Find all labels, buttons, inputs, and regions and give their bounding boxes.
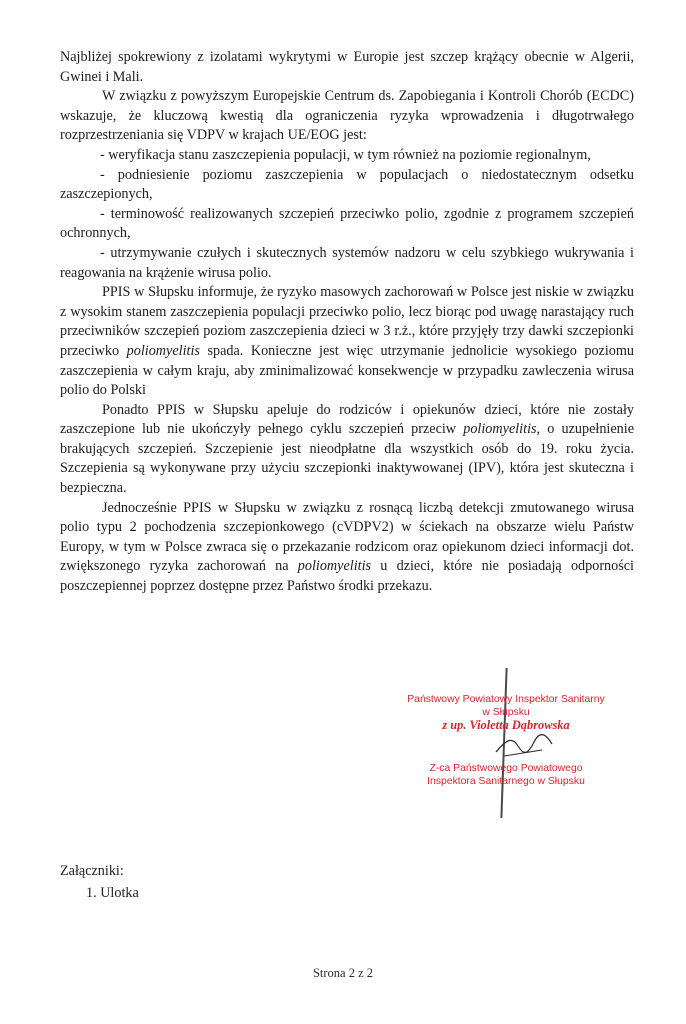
bullet-1: - weryfikacja stanu zaszczepienia populacji, w tym również na poziomie regionalnym, [100, 146, 591, 163]
attachments [60, 860, 360, 904]
paragraph-4-text-a: Ponadto PPIS w Słupsku apeluje do rodziców i opiekunów dzieci, które nie zostały zaszczepione lub nie ukończyły pełnego cyklu szczepień przeciw [60, 401, 634, 438]
page-number: Strona 2 z 2 [312, 966, 374, 980]
paragraph-1: Najbliżej spokrewiony z izolatami wykrytymi w Europie jest szczep krążący obecnie w Algerii, Gwinei i Mali. [60, 49, 634, 85]
attachments-heading: Załączniki: [60, 863, 124, 879]
paragraph-5-text-a: Jednocześnie PPIS w Słupsku w związku z rosnącą liczbą detekcji zmutowanego wirusa polio typu 2 pochodzenia szczepionkowego (cVDPV2) w ściekach na obszarze wielu Państw Europy, w tym w Polsce zwraca się o przekazanie rodzicom oraz opiekunom dzieci informacji dot. zwiększonego ryzyka zachorowań na [60, 499, 634, 575]
paragraph-2: W związku z powyższym Europejskie Centrum ds. Zapobiegania i Kontroli Chorób (ECDC) wskazuje, że kluczową kwestią dla ograniczenia ryzyka wprowadzenia i długotrwałego rozprzestrzeniania się VDPV w krajach UE/EOG jest: [60, 88, 634, 144]
paragraph-5-text-b: u dzieci, które nie posiadają odporności poszczepiennej poprzez dostępne przez Państwo środki przekazu. [60, 558, 634, 595]
stamp-line-4: Z-ca Państwowego Powiatowego [429, 763, 583, 774]
bullet-3: - terminowość realizowanych szczepień przeciwko polio, zgodnie z programem szczepień ochronnych, [60, 205, 634, 242]
paragraph-3-italic: poliomyelitis [126, 342, 200, 359]
letter-body [60, 48, 634, 597]
stamp-line-1: Państwowy Powiatowy Inspektor Sanitarny [407, 694, 605, 705]
paragraph-5 [60, 499, 634, 597]
paragraph-5-italic: poliomyelitis [297, 558, 372, 575]
stamp-line-2: w Słupsku [482, 707, 530, 718]
paragraph-4-italic: poliomyelitis [463, 421, 537, 438]
paragraph-3 [60, 283, 634, 401]
attachment-item-1: 1. Ulotka [86, 885, 139, 901]
bullet-2: - podniesienie poziomu zaszczepienia w populacjach o niedostatecznym odsetku zaszczepionych, [60, 166, 634, 203]
paragraph-4-text-b: , o uzupełnienie brakujących szczepień. Szczepienie jest nieodpłatne dla wszystkich osób do 19. roku życia. Szczepienia są wykonywane przy użyciu szczepionki inaktywowanej (IPV), która jest skuteczna i bezpieczna. [60, 421, 634, 497]
handwritten-signature [494, 732, 554, 760]
paragraph-3-text-a: PPIS w Słupsku informuje, że ryzyko masowych zachorowań w Polsce jest niskie w związku z wysokim stanem zaszczepienia populacji przeciwko polio, lecz biorąc pod uwagę narastający ruch przeciwników szczepień poziom zaszczepienia dzieci w 3 r.ż., które przyjęły trzy dawki szczepionki przeciwko [60, 284, 634, 359]
stamp-line-5: Inspektora Sanitarnego w Słupsku [427, 776, 585, 787]
bullet-4: - utrzymywanie czułych i skutecznych systemów nadzoru w celu szybkiego wukrywania i reagowania na krążenie wirusa polio. [60, 244, 634, 281]
paragraph-4 [60, 401, 634, 499]
stamp-line-3: z up. Violetta Dąbrowska [442, 718, 570, 732]
paragraph-3-text-b: spada. Konieczne jest więc utrzymanie jednolicie wysokiego poziomu zaszczepienia w całym kraju, aby zminimalizować konsekwencje w przypadku zawleczenia wirusa polio do Polski [60, 342, 634, 399]
